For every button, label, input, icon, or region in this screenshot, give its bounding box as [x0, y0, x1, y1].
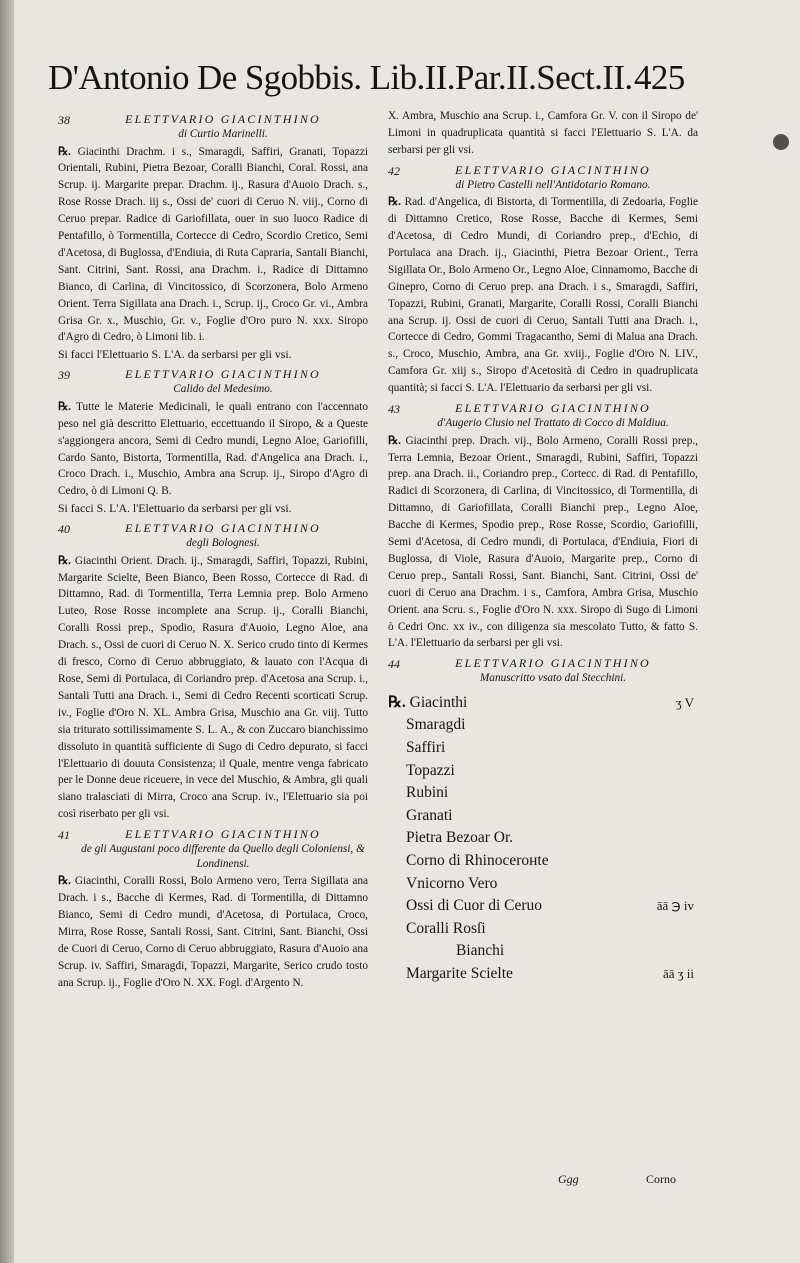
ingredient-name: Saffiri [406, 739, 446, 757]
entry-heading [388, 401, 698, 431]
recipe-closing: Si facci l'Elettuario S. L'A. da serbarsi per gli vsi. [58, 347, 292, 362]
ingredient-name: Pietra Bezoar Or. [406, 829, 514, 847]
entry-subtitle: d'Augerio Clusio nel Trattato di Cocco di Maldiua. [437, 417, 669, 430]
ingredient-name: Vnicorno Vero [406, 874, 498, 892]
recipe-body: Giacinthi prep. Drach. vij., Bolo Armeno, Coralli Rossi prep., Terra Lemnia, Bezoar Orient., Smaragdi, Rubini, Saffiri, Topazzi prep. ana Drach. ii., Coriandro prep., Cortecc. di Rad. di Pentafillo, Radici di Scorzonera, di Carlina, di Vincitossico, di Tormentilla, di Dittamno, di Gariofillata, Coralli Bianchi prep., Legno Aloe, Bacche di Kermes, Spodio prep., Rose Rosse, Scordio, Gariofilli, Semi d'Acetosa, di Cedro mundi, di Portulaca, d'Endiuia, Fiori di Buglossa, di Viole, Rasura d'Auoio, Margarite prep., Corno di Ceruo prep., Santali Rossi, Sant. Bianchi, Sant. Citrini, Ossi de' cuori di Ceruo ana Drachm. i s., Camfora, Ambra Grisa, Muschio Orient. ana Scru. s., Foglie d'Oro N. xxx. Siropo di Sugo di Limoni ò Cedri Onc. xx iv., con diligenza sia mescolato Tutto, & fatto S. L'A. l'Elettuario da serbarsi per gli vsi. [388, 434, 698, 650]
recipe-sign: ℞. [58, 875, 71, 888]
recipe-sign: ℞. [58, 145, 71, 158]
entry-number: 41 [58, 828, 70, 843]
recipe-sign: ℞. [388, 434, 401, 447]
recipe-text [388, 194, 698, 397]
entry-title: ELETTVARIO GIACINTHINO [455, 162, 651, 177]
entry-title-block [78, 367, 368, 397]
entry-title-block [78, 521, 368, 551]
recipe-text [58, 144, 368, 347]
entry-number: 39 [58, 368, 70, 383]
entry-subtitle: di Curtio Marinelli. [178, 128, 268, 140]
ingredient-dose: āā ℈ iv [656, 898, 694, 914]
ingredient-dose: āā ʒ ii [662, 966, 694, 981]
ingredient-row [388, 850, 698, 873]
binding-gutter [0, 0, 14, 1263]
ingredient-row [388, 805, 698, 828]
entry-title: ELETTVARIO GIACINTHINO [125, 112, 321, 126]
recipe-sign: ℞. [58, 554, 71, 567]
entry-heading [58, 112, 368, 142]
ink-blot [773, 134, 789, 150]
ingredient-name: Topazzi [406, 761, 455, 779]
entry-heading [58, 827, 368, 871]
entry-title-block [408, 163, 698, 193]
right-column [388, 108, 698, 986]
entry-number: 44 [388, 657, 400, 672]
recipe-text [58, 873, 368, 991]
running-header [48, 56, 688, 100]
ingredient-row [388, 760, 698, 783]
recipe-sign: ℞. [388, 196, 401, 209]
entry-number: 42 [388, 163, 400, 178]
ingredient-name: Corno di Rhinocerонte [406, 852, 549, 870]
entry-title: ELETTVARIO GIACINTHINO [455, 656, 651, 671]
recipe-sign: ℞. [58, 400, 71, 413]
entry-number: 38 [58, 113, 70, 127]
ingredient-row [388, 692, 698, 715]
continuation-text: X. Ambra, Muschio ana Scrup. i., Camfora Gr. V. con il Siropo de' Limoni in quadruplicata quantità si facci l'Elettuario S. L'A. da serbarsi per gli vsi. [388, 110, 698, 156]
entry-title: ELETTVARIO GIACINTHINO [125, 367, 321, 382]
ingredient-name: Smaragdi [406, 716, 466, 734]
recipe-text [58, 399, 368, 500]
ingredient-name: Rubini [406, 784, 449, 802]
recipe-44-list [388, 692, 698, 986]
ingredient-name: Bianchi [456, 942, 505, 960]
recipe-text [58, 553, 368, 824]
ingredient-name: Margarite Scielte [406, 965, 513, 982]
book-page [14, 0, 800, 1263]
entry-heading [58, 367, 368, 397]
entry-subtitle: degli Bolognesi. [186, 537, 260, 550]
entry-subtitle: Calido del Medesimo. [173, 383, 273, 396]
ingredient-row [388, 782, 698, 805]
left-column [58, 108, 368, 991]
entry-number: 43 [388, 402, 400, 417]
recipe-closing: Si facci S. L'A. l'Elettuario da serbarsi per gli vsi. [58, 501, 292, 516]
running-title: D'Antonio De Sgobbis. Lib.II.Par.II.Sect.II. [48, 58, 633, 97]
entry-heading [388, 163, 698, 193]
ingredient-row [388, 895, 698, 918]
recipe-body: Rad. d'Angelica, di Bistorta, di Tormentilla, di Zedoaria, Foglie di Dittamno Cretico, Rose Rosse, Bacche di Kermes, Semi d'Acetosa, di Cedro Mundi, di Coriandro prep., d'Echio, di Portulaca ana Drach. ij., Giacinthi, Pietra Bezoar Orient., Terra Sigillata Or., Bolo Armeno Or., Legno Aloe, Cinnamomo, Bacche di Ginepro, Corno di Ceruo prep. ana Drach. i s., Smaragdi, Saffiri, Topazzi, Rubini, Granati, Margarite, Coralli Rossi, Coralli Bianchi ana Scrup. ij. Ossi de cuori di Ceruo, Santali Tutti ana Drach. i., Cortecce di Cedro, Gommi Tragacantho, Semi di Malua ana Drach. s., Croco, Muschio, Ambra, ana Gr. xviij., Foglie d'Oro N. LIV., Camfora Gr. xiij s., Siropo d'Acetosità di Cedro in quadruplicata quantità; si facci S. L'A. l'Elettuario da serbarsi per gli vsi. [388, 196, 699, 395]
entry-subtitle: Manuscritto vsato dal Stecchini. [479, 672, 627, 685]
entry-subtitle: de gli Augustani poco differente da Quello degli Coloniensi, & Londinensi. [81, 843, 365, 870]
ingredient-dose: ʒ V [675, 694, 694, 710]
entry-title-block [78, 112, 368, 142]
entry-title-block [408, 401, 698, 431]
recipe-body: Giacinthi Drachm. i s., Smaragdi, Saffiri, Granati, Topazzi Orientali, Rubini, Pietra Bezoar, Coralli Bianchi, Coral. Rossi, ana Scrup. ij. Margarite prepar. Drachm. ij., Rasura d'Auoio Drach. s., Rose Rosse Drach. iij s., Ossi de' cuori di Ceruo N. viij., Corno di Ceruo prepar. Radice di Gariofillata, ouer in suo luoco Radice di Pentafillo, ò Tormentilla, Cortecce di Cedro, Scordio Cretico, Semi d'Acetosa, di Buglossa, d'Endiuia, di Ruta Capraria, Santali Bianchi, Sant. Citrini, Sant. Rossi, ana Drachm. i., Radice di Dittamno Bianco, di Carlina, di Vincitossico, di Scorzonera, Bolo Armeno Orient. Terra Sigillata ana Drach. i., Scrup. ij., Croco Gr. vi., Ambra Grisa Gr. x., Muschio, Gr. v., Foglie d'Oro puro N. xxx. Siropo d'Agro di Cedro, ò Limoni lib. i. [58, 145, 368, 344]
signature-mark: Ggg [558, 1172, 579, 1186]
recipe-sign: ℞. [388, 693, 406, 711]
entry-title: ELETTVARIO GIACINTHINO [125, 521, 321, 536]
ingredient-row [388, 714, 698, 737]
ingredient-name: Coralli Rosſi [406, 919, 486, 937]
page-number: 425 [634, 58, 685, 97]
entry-heading [388, 656, 698, 686]
ingredient-row [388, 827, 698, 850]
catchword: Corno [646, 1172, 676, 1186]
ingredient-row [388, 737, 698, 760]
recipe-body: Giacinthi Orient. Drach. ij., Smaragdi, Saffiri, Topazzi, Rubini, Margarite Scielte, Been Bianco, Been Rosso, Cortecce di Rad. di Dittamno, Rad. di Tormentilla, Terra Lemnia prep. Bolo Armeno Luteo, Rose Rosse incomplete ana Scrup. ij., Coralli Bianchi, Coralli Rossi prep., Spodio, Rasura d'Auoio, Legno Aloe, ana Drach. s., Ossi de cuori di Ceruo N. X. Serico crudo tinto di Kermes di fresco, Corno di Ceruo abbruggiato, & lauato con l'Acqua di Rose, Semi di Portulaca, di Coriandro prep. d'Acetosa ana Scrup. i., Santali Tutti ana Drach. i., Semi di Cedro Recenti scorticati Scrup. iv., Foglie d'Oro N. XL. Ambra Grisa, Muschio ana Gr. viij. Tutto sia triturato sottilissimamente S. L. A., & con Zuccaro bianchissimo dissoluto in quantità sufficiente di Sugo di Cedro depurato, si facci l'Elettuario di douuta Consistenza; il Quale, mentre venga fabricato per le Donne deue riceuere, in vece del Muschio, & Ambra, gli quali siano tralasciati di Mirra, Croco ana Scrup. iv., l'Elettuario sia poi così riserbato per gli vsi. [58, 554, 368, 821]
entry-title: ELETTVARIO GIACINTHINO [455, 401, 651, 416]
entry-title-block [78, 827, 368, 871]
ingredient-row [388, 873, 698, 896]
entry-number: 40 [58, 522, 70, 537]
recipe-text [388, 433, 698, 653]
recipe-body: Tutte le Materie Medicinali, le quali entrano con l'accennato peso nel già descritto Elettuario, eccettuando il Siropo, & a Queste s'aggiongera ancora, Semi di Cedro mundi, Legno Aloe, Gariofilli, Cardo Santo, Bistorta, Tormentilla, Rad. d'Angelica ana Drach. i., Croco Drach. i., Muschio, Ambra ana Scrup. ij., Siropo d'Agro di Cedro, ò di Limoni Q. B. [58, 400, 368, 498]
entry-heading [58, 521, 368, 551]
ingredient-row [388, 918, 698, 941]
entry-title-block [408, 656, 698, 686]
ingredient-name: Ossi di Cuor di Ceruo [406, 897, 543, 915]
ingredient-name: Granati [406, 806, 453, 824]
ingredient-name: Giacinthi [409, 693, 468, 711]
recipe-body: Giacinthi, Coralli Rossi, Bolo Armeno vero, Terra Sigillata ana Drach. i s., Bacche di Kermes, Rad. di Tormentilla, di Dittamno Bianco, Semi di Cedro mundi, d'Acetosa, di Portulaca, Croco, Mirra, Rose Rosse, Santali Rossi, Sant. Citrini, Sant. Bianchi, Ossi de Cuori di Ceruo, Corno di Ceruo abbruggiato, Rasura d'Auoio ana Scrup. iv. Saffiri, Smaragdi, Topazzi, Margarite, Serico crudo tosto ana Scrup. ij., Foglie d'Oro N. XX. Fogl. d'Argento N. [58, 875, 368, 989]
entry-subtitle: di Pietro Castelli nell'Antidotario Romano. [455, 178, 651, 191]
ingredient-row [388, 963, 698, 986]
ingredient-row [388, 940, 698, 963]
entry-title: ELETTVARIO GIACINTHINO [125, 827, 321, 842]
